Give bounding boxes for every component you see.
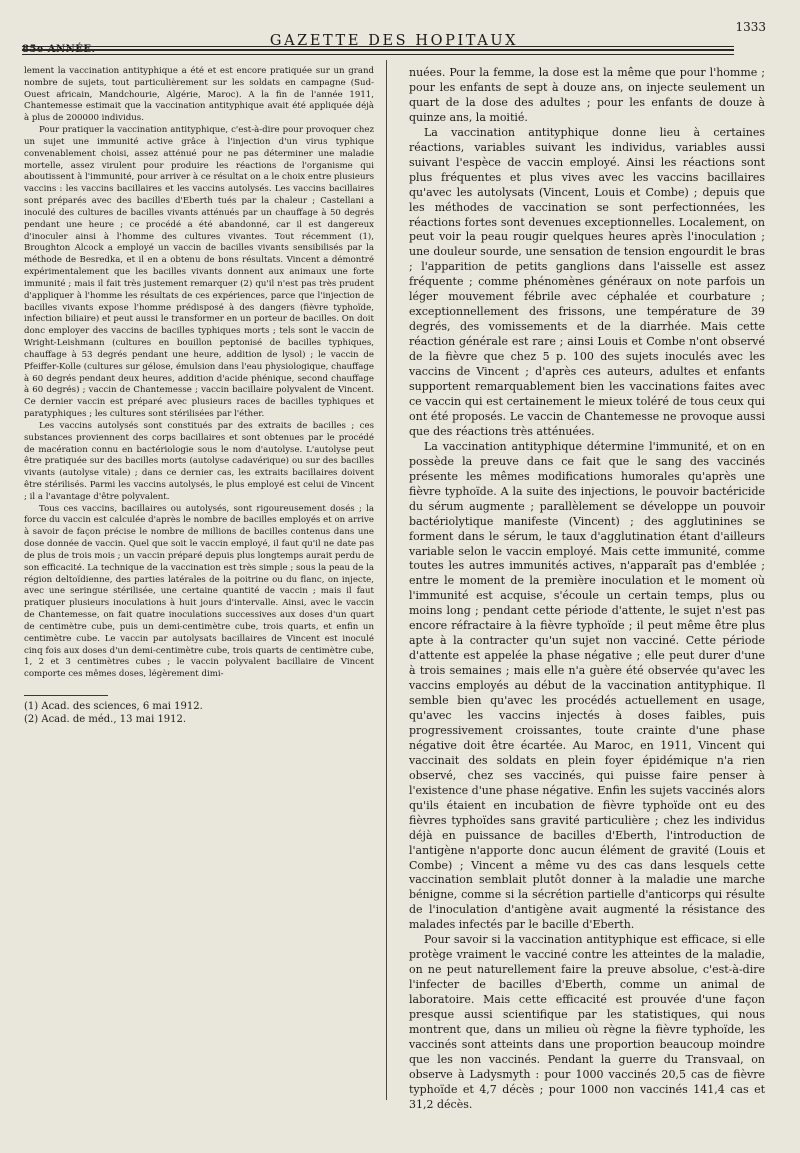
footnote: (1) Acad. des sciences, 6 mai 1912. xyxy=(24,701,203,712)
footnotes xyxy=(24,700,364,726)
paragraph: Tous ces vaccins, bacillaires ou autolysés, sont rigoureusement dosés ; la force du vaccin est calculée d'après le nombre de bacilles employés et on arrive à savoir de façon précise le nombre de millions de bacilles contenus dans une dose donnée de vaccin. Quel que soit le vaccin employé, il faut qu'il ne date pas de plus de trois mois ; un vaccin préparé depuis plus longtemps aurait perdu de son efficacité. La technique de la vaccination est très simple ; sous la peau de la région deltoïdienne, des parties latérales de la poitrine ou du flanc, on injecte, avec une seringue stérilisée, une certaine quantité de vaccin ; mais il faut pratiquer plusieurs inoculations à huit jours d'intervalle. Ainsi, avec le vaccin de Chantemesse, on fait quatre inoculations successives aux doses d'un quart de centimètre cube, puis un demi-centimètre cube, trois quarts, et enfin un centimètre cube. Le vaccin par autolysats bacillaires de Vincent est inoculé cinq fois aux doses d'un demi-centimètre cube, trois quarts de centimètre cube, 1, 2 et 3 centimètres cubes ; le vaccin polyvalent bacillaire de Vincent comporte ces mêmes doses, légèrement dimi- xyxy=(24,503,374,680)
paragraph: La vaccination antityphique détermine l'immunité, et on en possède la preuve dans ce fait que le sang des vaccinés présente les mêmes modifications humorales qu'après une fièvre typhoïde. A la suite des injections, le pouvoir bactéricide du sérum augmente ; parallèlement se développe un pouvoir bactériolytique manifeste (Vincent) ; des agglutinines se forment dans le sérum, le taux d'agglutination étant d'ailleurs variable selon le vaccin employé. Mais cette immunité, comme toutes les autres immunités actives, n'apparaît pas d'emblée ; entre le moment de la première inoculation et le moment où l'immunité est acquise, s'écoule un certain temps, plus ou moins long ; pendant cette période d'attente, le sujet n'est pas encore réfractaire à la fièvre typhoïde ; il peut même être plus apte à la contracter qu'un sujet non vacciné. Cette période d'attente est appelée la phase négative ; elle peut durer d'une à trois semaines ; mais elle n'a guère été observée qu'avec les vaccins employés au début de la vaccination antityphique. Il semble bien qu'avec les procédés actuellement en usage, qu'avec les vaccins injectés à doses faibles, puis progressivement croissantes, toute crainte d'une phase négative doit être écartée. Au Maroc, en 1911, Vincent qui vaccinait des soldats en plein foyer épidémique n'a rien observé, chez ses vaccinés, qui puisse faire penser à l'existence d'une phase négative. Enfin les sujets vaccinés alors qu'ils étaient en incubation de fièvre typhoïde ont eu des fièvres typhoïdes sans gravité particulière ; chez les individus déjà en puissance de bacilles d'Eberth, l'introduction de l'antigène n'apporte donc aucun élément de gravité (Louis et Combe) ; Vincent a même vu des cas dans lesquels cette vaccination semblait plutôt donner à la maladie une marche bénigne, comme si la sécrétion partielle d'anticorps qui résulte de l'inoculation d'antigène avait augmenté la résistance des malades infectés par le bacille d'Eberth. xyxy=(409,439,765,932)
paragraph: Pour pratiquer la vaccination antityphique, c'est-à-dire pour provoquer chez un sujet une immunité active grâce à l'injection d'un virus typhique convenablement choisi, assez atténué pour ne pas déterminer une maladie mortelle, assez virulent pour produire les réactions de l'organisme qui aboutissent à l'immunité, pour arriver à ce résultat on a le choix entre plusieurs vaccins : les vaccins bacillaires et les vaccins autolysés. Les vaccins bacillaires sont préparés avec des bacilles d'Eberth tués par la chaleur ; Castellani a inoculé des cultures de bacilles vivants atténués par un chauffage à 50 degrés pendant une heure ; ce procédé a été abandonné, car il est dangereux d'inoculer ainsi à l'homme des cultures vivantes. Tout récemment (1), Broughton Alcock a employé un vaccin de bacilles vivants sensibilisés par la méthode de Besredka, et il en a obtenu de bons résultats. Vincent a démontré expérimentalement que les bacilles vivants donnent aux animaux une forte immunité ; mais il fait très justement remarquer (2) qu'il n'est pas très prudent d'appliquer à l'homme les résultats de ces expériences, parce que l'injection de bacilles vivants expose l'homme prédisposé à des dangers (fièvre typhoïde, infection biliaire) et peut aussi le transformer en un porteur de bacilles. On doit donc employer des vaccins de bacilles typhiques morts ; tels sont le vaccin de Wright-Leishmann (cultures en bouillon peptonisé de bacilles typhiques, chauffage à 53 degrés pendant une heure, addition de lysol) ; le vaccin de Pfeiffer-Kolle (cultures sur gélose, émulsion dans l'eau physiologique, chauffage à 60 degrés pendant deux heures, addition d'acide phénique, second chauffage à 60 degrés) ; vaccin de Chantemesse ; vaccin bacillaire polyvalent de Vincent. Ce dernier vaccin est préparé avec plusieurs races de bacilles typhiques et paratyphiques ; les cultures sont stérilisées par l'éther. xyxy=(24,125,374,420)
page-number: 1333 xyxy=(735,20,766,34)
header-rule-bottom xyxy=(22,54,734,55)
header-rule-thick xyxy=(22,49,734,51)
paragraph: Les vaccins autolysés sont constitués par des extraits de bacilles ; ces substances proviennent des corps bacillaires et sont obtenues par le procédé de macération connu en bactériologie sous le nom d'autolyse. L'autolyse peut être pratiquée sur des bacilles morts (autolyse cadavérique) ou sur des bacilles vivants (autolyse vitale) ; dans ce dernier cas, les extraits bacillaires doivent être stérilisés. Parmi les vaccins autolysés, le plus employé est celui de Vincent ; il a l'avantage d'être polyvalent. xyxy=(24,420,374,502)
left-column xyxy=(24,66,374,681)
journal-title: GAZETTE DES HOPITAUX xyxy=(269,33,519,49)
paragraph: nuées. Pour la femme, la dose est la même que pour l'homme ; pour les enfants de sept à douze ans, on injecte seulement un quart de la dose des adultes ; pour les enfants de douze à quinze ans, la moitié. xyxy=(409,66,765,124)
paragraph: Pour savoir si la vaccination antityphique est efficace, si elle protège vraiment le vacciné contre les atteintes de la maladie, on ne peut naturellement faire la preuve absolue, c'est-à-dire l'infecter de bacilles d'Eberth, comme un animal de laboratoire. Mais cette efficacité est prouvée d'une façon presque aussi scientifique par les statistiques, qui nous montrent que, dans un milieu où règne la fièvre typhoïde, les vaccinés sont atteints dans une proportion beaucoup moindre que les non vaccinés. Pendant la guerre du Transvaal, on observe à Ladysmyth : pour 1000 vaccinés 20,5 cas de fièvre typhoïde et 4,7 décès ; pour 1000 non vaccinés 141,4 cas et 31,2 décès. xyxy=(409,933,765,1111)
volume-year: 85e ANNÉE. xyxy=(22,44,96,55)
column-separator xyxy=(386,60,387,1100)
footnote-rule xyxy=(24,695,108,696)
page-header xyxy=(22,14,766,54)
paragraph: lement la vaccination antityphique a été et est encore pratiquée sur un grand nombre de sujets, tout particulièrement sur les soldats en campagne (Sud-Ouest africain, Mandchourie, Algérie, Maroc). A la fin de l'année 1911, Chantemesse estimait que la vaccination antityphique avait été appliquée déjà à plus de 200000 individus. xyxy=(24,66,374,124)
footnote: (2) Acad. de méd., 13 mai 1912. xyxy=(24,714,187,725)
header-rule-top xyxy=(22,46,734,47)
paragraph: La vaccination antityphique donne lieu à certaines réactions, variables suivant les individus, variables aussi suivant l'espèce de vaccin employé. Ainsi les réactions sont plus fréquentes et plus vives avec les vaccins bacillaires qu'avec les autolysats (Vincent, Louis et Combe) ; depuis que les méthodes de vaccination se sont perfectionnées, les réactions fortes sont devenues exceptionnelles. Localement, on peut voir la peau rougir quelques heures après l'inoculation ; une douleur sourde, une sensation de tension engourdit le bras ; l'apparition de petits ganglions dans l'aisselle est assez fréquente ; comme phénomènes généraux on note parfois un léger mouvement fébrile avec céphalée et courbature ; exceptionnellement des frissons, une température de 39 degrés, des vomissements et de la diarrhée. Mais cette réaction générale est rare ; ainsi Louis et Combe n'ont observé de la fièvre que chez 5 p. 100 des sujets inoculés avec les vaccins de Vincent ; d'après ces auteurs, adultes et enfants supportent remarquablement bien les vaccinations faites avec ce vaccin qui est certainement le mieux toléré de tous ceux qui ont été proposés. Le vaccin de Chantemesse ne provoque aussi que des réactions très atténuées. xyxy=(409,125,765,438)
right-column xyxy=(409,66,765,1113)
